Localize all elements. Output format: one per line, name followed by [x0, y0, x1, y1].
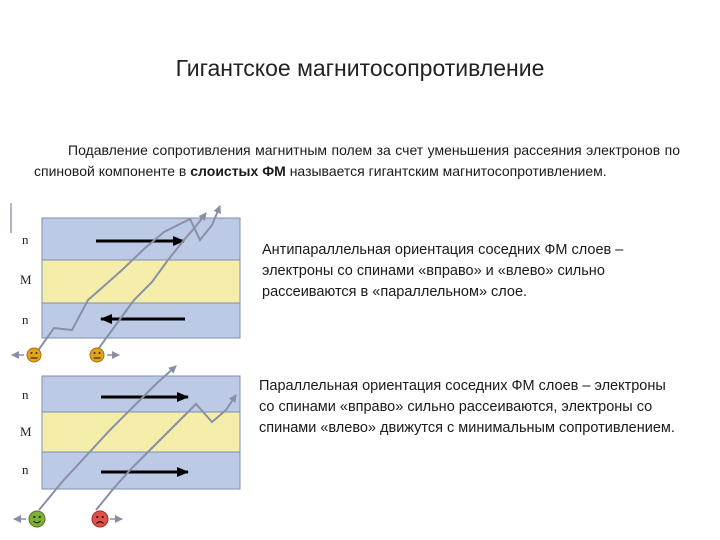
bottom-n-layer-upper: [42, 376, 240, 412]
bottom-m-layer: [42, 412, 240, 452]
sad-face-icon: [92, 511, 108, 527]
page-title: Гигантское магнитосопротивление: [175, 55, 545, 81]
intro-text-part1: Подавление сопротивления магнитным полем за счет уменьшения рассеяния электронов по спиновой компоненте в: [34, 142, 680, 179]
top-label-n-lower: n: [22, 312, 29, 327]
top-label-m: M: [20, 272, 32, 287]
intro-text-bold: слоистых ФМ: [190, 163, 286, 179]
top-label-n-upper: n: [22, 232, 29, 247]
bottom-label-n-upper: n: [22, 387, 29, 402]
parallel-caption: Параллельная ориентация соседних ФМ слоев – электроны со спинами «вправо» сильно рассеиваются, электроны со спинами «влево» движутся с минимальным сопротивлением.: [259, 378, 675, 436]
happy-face-icon: [29, 511, 45, 527]
neutral-face-icon: [27, 348, 41, 362]
diagram-bottom: [14, 366, 240, 527]
neutral-face-icon: [90, 348, 104, 362]
diagram-top: [12, 206, 240, 362]
bottom-label-m: M: [20, 424, 32, 439]
antiparallel-caption: Антипараллельная ориентация соседних ФМ слоев – электроны со спинами «вправо» и «влево» сильно рассеиваются в «параллельном» слое.: [262, 242, 624, 300]
bottom-label-n-lower: n: [22, 462, 29, 477]
top-n-layer-upper: [42, 218, 240, 260]
intro-text-part2: называется гигантским магнитосопротивлением.: [285, 163, 607, 179]
top-m-layer: [42, 260, 240, 303]
